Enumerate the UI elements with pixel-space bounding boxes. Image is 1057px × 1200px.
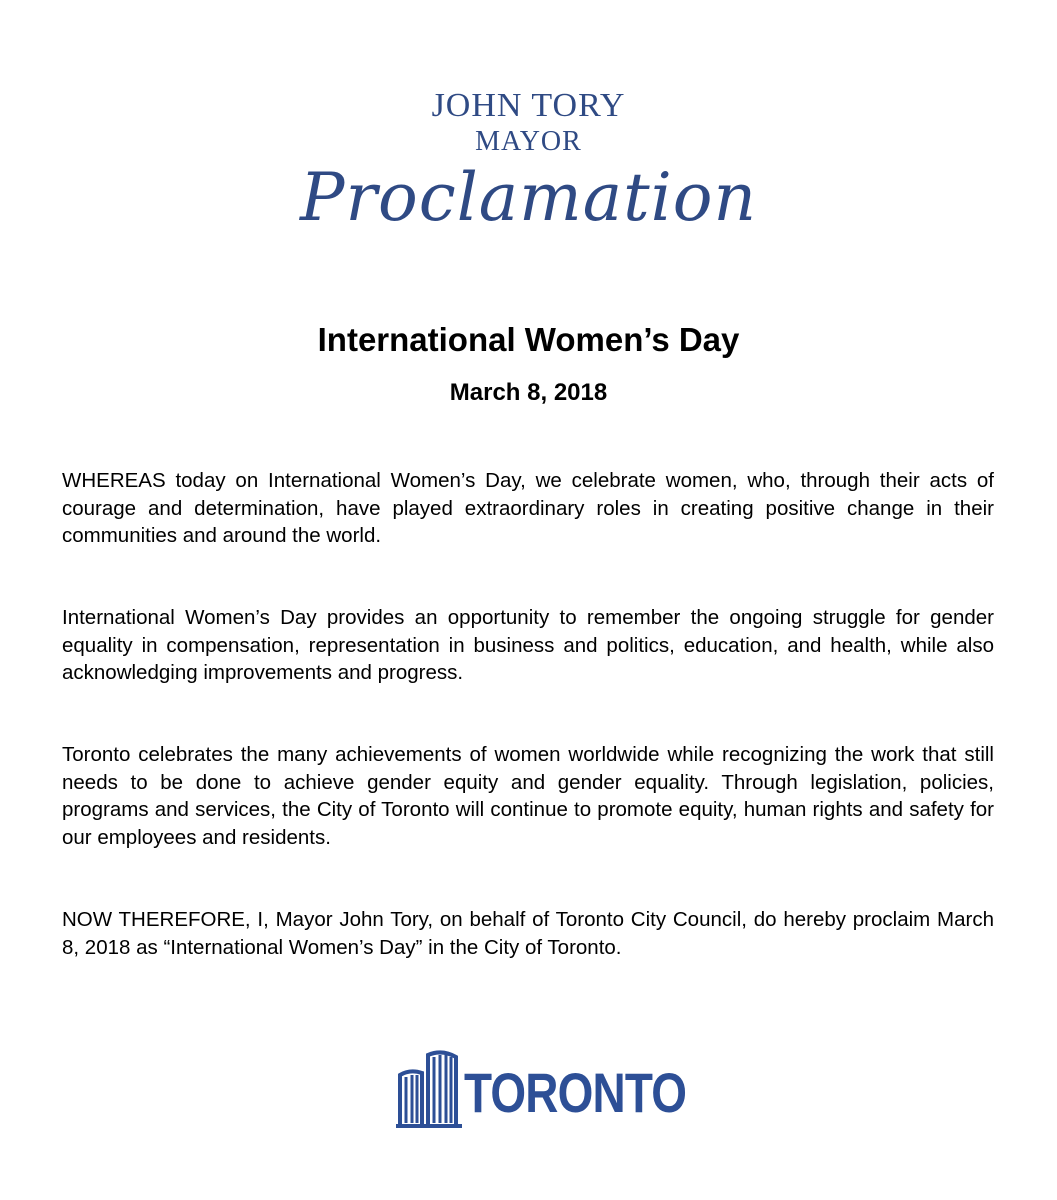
toronto-logo (396, 1047, 687, 1129)
whereas-paragraph: WHEREAS today on International Women’s Day, we celebrate women, who, through their acts of courage and determination, have played extraordinary roles in creating positive change in their communities and around the world. (62, 469, 994, 547)
document-title: International Women’s Day (317, 321, 740, 358)
toronto-celebrates-paragraph: Toronto celebrates the many achievements of women worldwide while recognizing the work that still needs to be done to achieve gender equity and gender equality. Through legislation, policies, programs and services, the City of Toronto will continue to promote equity, human rights and safety for our employees and residents. (62, 743, 994, 849)
mayor-title: MAYOR (475, 126, 582, 157)
toronto-wordmark: TORONTO (464, 1061, 687, 1124)
city-hall-towers-icon (396, 1047, 462, 1129)
opportunity-paragraph: International Women’s Day provides an opportunity to remember the ongoing struggle for gender equality in compensation, representation in business and politics, education, and health, while also acknowledging improvements and progress. (62, 606, 994, 684)
title-block (0, 318, 1057, 408)
now-therefore-paragraph: NOW THEREFORE, I, Mayor John Tory, on behalf of Toronto City Council, do hereby proclaim March 8, 2018 as “International Women’s Day” in the City of Toronto. (62, 908, 994, 959)
proclamation-script-heading: Proclamation (300, 159, 757, 236)
mayor-header (0, 76, 1057, 238)
document-date: March 8, 2018 (449, 379, 608, 406)
mayor-name: JOHN TORY (431, 87, 626, 124)
